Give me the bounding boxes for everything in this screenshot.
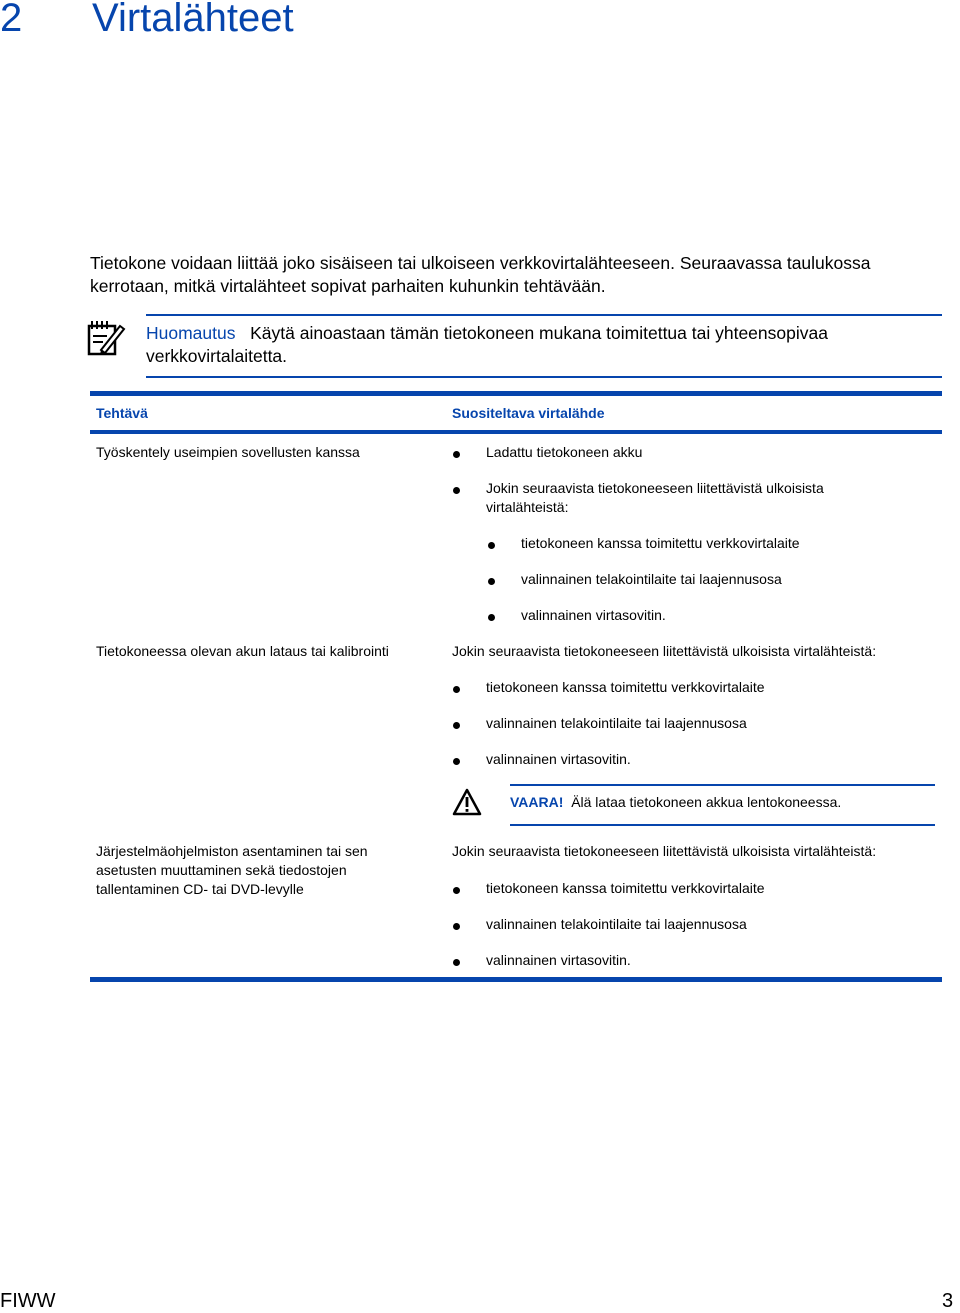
warning-triangle-icon [452, 787, 482, 817]
bullet-icon [488, 614, 495, 621]
table-top-bar [90, 391, 942, 396]
row2-item-1: tietokoneen kanssa toimitettu verkkovirtalaite [486, 679, 765, 695]
bullet-icon [488, 542, 495, 549]
row2-item-2: valinnainen telakointilaite tai laajennusosa [486, 715, 747, 731]
bullet-icon [453, 686, 460, 693]
bullet-icon [453, 451, 460, 458]
footer-label: FIWW [0, 1290, 56, 1312]
row3-task: Järjestelmäohjelmiston asentaminen tai sen asetusten muuttaminen sekä tiedostojen tallentaminen CD- tai DVD-levylle [96, 843, 368, 897]
row3-item-3: valinnainen virtasovitin. [486, 952, 631, 968]
bullet-icon [453, 887, 460, 894]
table-header-bar [90, 430, 942, 434]
chapter-number: 2 [0, 0, 23, 40]
note-pencil-icon [86, 318, 126, 358]
row1-subitem-1: tietokoneen kanssa toimitettu verkkovirtalaite [521, 535, 800, 551]
bullet-icon [453, 487, 460, 494]
bullet-icon [453, 722, 460, 729]
warning-body: Älä lataa tietokoneen akkua lentokoneessa. [571, 794, 842, 810]
row3-item-2: valinnainen telakointilaite tai laajennusosa [486, 916, 747, 932]
row1-subitem-3: valinnainen virtasovitin. [521, 607, 666, 623]
bullet-icon [488, 578, 495, 585]
bullet-icon [453, 923, 460, 930]
warning-label: VAARA! [510, 794, 564, 810]
row3-lead: Jokin seuraavista tietokoneeseen liitettävistä ulkoisista virtalähteistä: [452, 843, 877, 859]
row1-subitem-2: valinnainen telakointilaite tai laajennusosa [521, 571, 782, 587]
header-source: Suositeltava virtalähde [452, 405, 605, 421]
note-top-rule [146, 314, 942, 316]
table-bottom-bar [90, 977, 942, 982]
note-bottom-rule [146, 376, 942, 378]
row2-item-3: valinnainen virtasovitin. [486, 751, 631, 767]
row1-task: Työskentely useimpien sovellusten kanssa [96, 444, 360, 460]
row1-item-2: Jokin seuraavista tietokoneeseen liitettävistä ulkoisista virtalähteistä: [486, 480, 824, 515]
warning-bottom-rule [510, 824, 935, 826]
row2-lead: Jokin seuraavista tietokoneeseen liitettävistä ulkoisista virtalähteistä: [452, 643, 877, 659]
warning-text [510, 794, 841, 810]
bullet-icon [453, 758, 460, 765]
note-label: Huomautus [146, 323, 236, 343]
header-task: Tehtävä [96, 405, 148, 421]
note-body: Käytä ainoastaan tämän tietokoneen mukana toimitettua tai yhteensopivaa verkkovirtalaitetta. [146, 323, 828, 366]
row2-task: Tietokoneessa olevan akun lataus tai kalibrointi [96, 643, 389, 659]
page-number: 3 [942, 1290, 954, 1312]
note-text [146, 322, 936, 368]
intro-paragraph: Tietokone voidaan liittää joko sisäiseen tai ulkoiseen verkkovirtalähteeseen. Seuraavassa taulukossa kerrotaan, mitkä virtalähteet sopivat parhaiten kuhunkin tehtävään. [90, 253, 871, 296]
row1-item-1: Ladattu tietokoneen akku [486, 444, 643, 460]
row3-item-1: tietokoneen kanssa toimitettu verkkovirtalaite [486, 880, 765, 896]
chapter-title: Virtalähteet [92, 0, 294, 40]
bullet-icon [453, 959, 460, 966]
warning-top-rule [510, 784, 935, 786]
